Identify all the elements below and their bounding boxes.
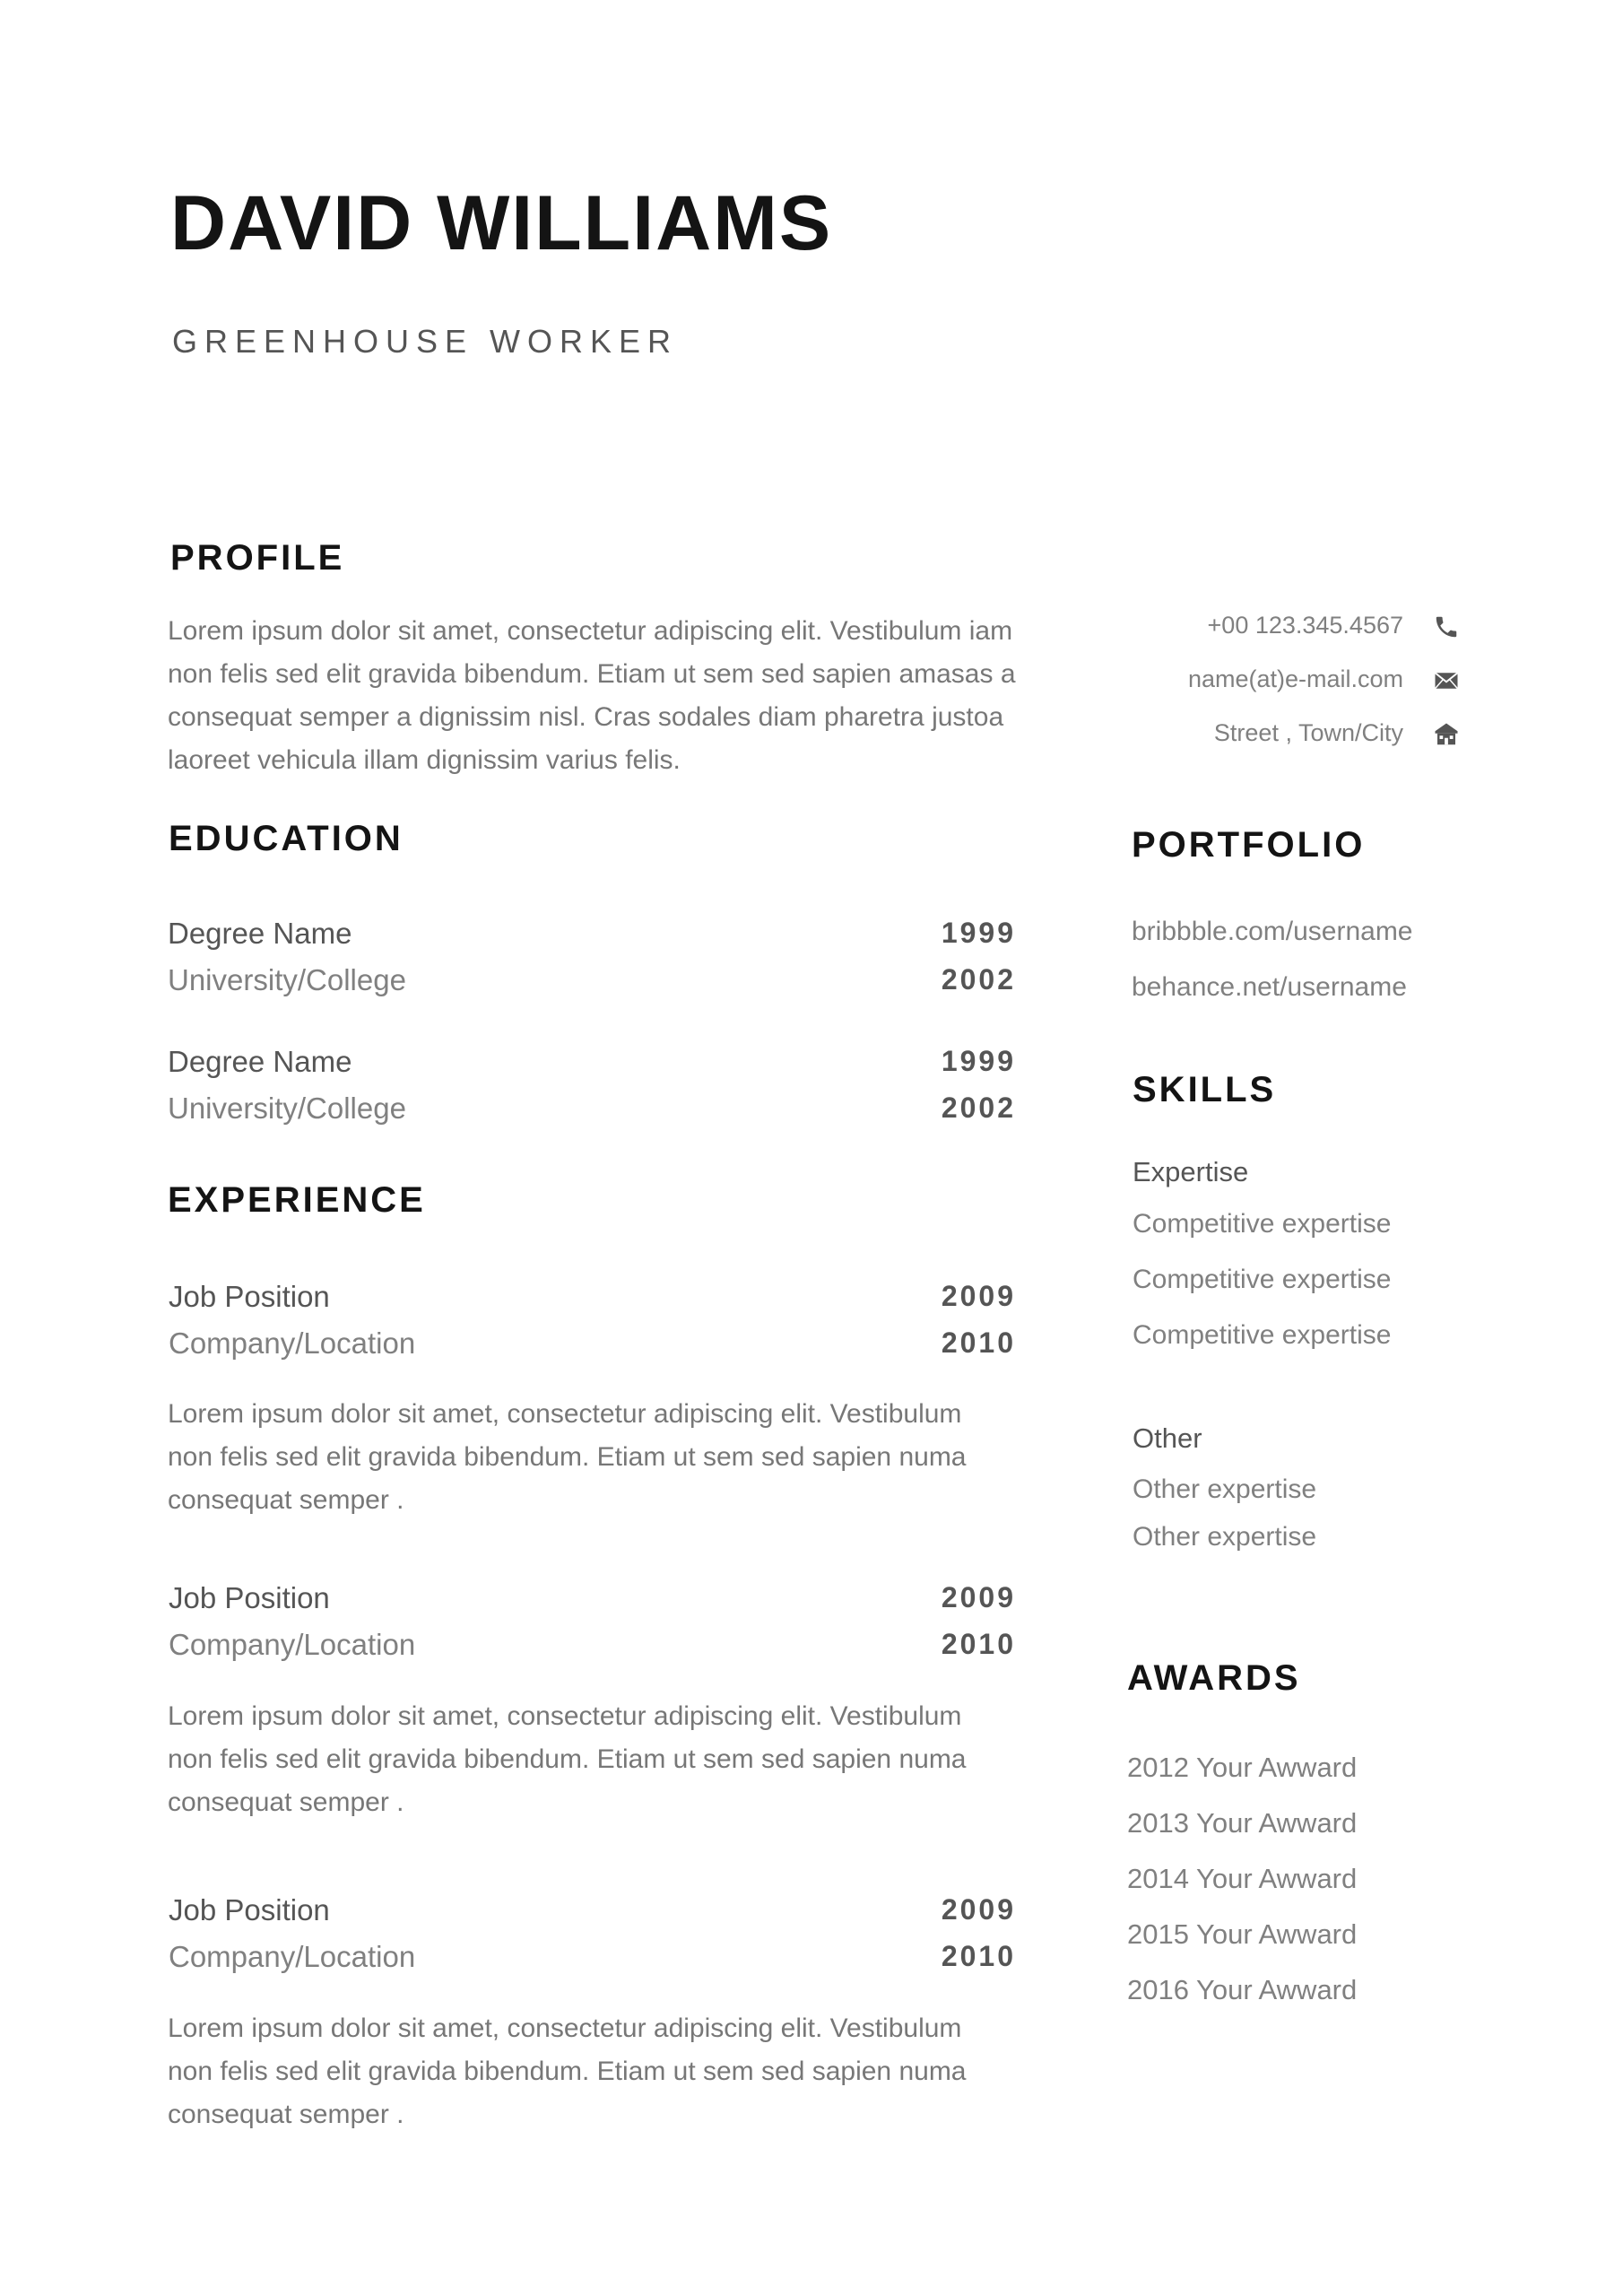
job-end-year: 2010: [941, 1326, 1016, 1359]
job-title: GREENHOUSE WORKER: [172, 323, 679, 360]
skills-heading: SKILLS: [1133, 1070, 1277, 1109]
description-line: Lorem ipsum dolor sit amet, consectetur adipiscing elit. Vestibulum: [168, 2013, 962, 2043]
profile-line: non felis sed elit gravida bibendum. Etiam ut sem sed sapien amasas a: [168, 659, 1016, 689]
awards-heading: AWARDS: [1127, 1658, 1301, 1698]
mail-icon: [1433, 667, 1460, 694]
education-start-year: 1999: [941, 917, 1016, 949]
job-description: [168, 1695, 1100, 1824]
description-line: non felis sed elit gravida bibendum. Etiam ut sem sed sapien numa: [168, 1744, 967, 1774]
school-name: University/College: [168, 963, 406, 996]
job-position: Job Position: [169, 1280, 330, 1313]
company-location: Company/Location: [169, 1940, 416, 1973]
phone-icon: [1433, 613, 1460, 640]
other-label: Other: [1133, 1422, 1202, 1454]
description-line: consequat semper .: [168, 1485, 404, 1515]
school-name: University/College: [168, 1091, 406, 1125]
job-start-year: 2009: [941, 1581, 1016, 1613]
profile-text: [168, 610, 1100, 782]
job-start-year: 2009: [941, 1893, 1016, 1926]
experience-heading: EXPERIENCE: [168, 1180, 426, 1220]
profile-heading: PROFILE: [170, 538, 345, 578]
other-skill-item: Other expertise: [1133, 1474, 1317, 1504]
company-location: Company/Location: [169, 1628, 416, 1661]
profile-line: laoreet vehicula illam dignissim varius felis.: [168, 745, 681, 775]
award-item: 2012 Your Awward: [1127, 1752, 1358, 1783]
skill-item: Competitive expertise: [1133, 1265, 1392, 1294]
skill-item: Competitive expertise: [1133, 1320, 1392, 1350]
contact-email: name(at)e-mail.com: [1187, 665, 1403, 692]
description-line: non felis sed elit gravida bibendum. Etiam ut sem sed sapien numa: [168, 2057, 967, 2086]
profile-line: Lorem ipsum dolor sit amet, consectetur adipiscing elit. Vestibulum iam: [168, 616, 1013, 646]
award-item: 2015 Your Awward: [1127, 1918, 1358, 1950]
home-icon: [1433, 721, 1460, 748]
job-description: [168, 1393, 1100, 1522]
portfolio-link-dribbble[interactable]: bribbble.com/username: [1132, 917, 1413, 946]
education-start-year: 1999: [941, 1045, 1016, 1077]
job-description: [168, 2007, 1100, 2136]
description-line: non felis sed elit gravida bibendum. Etiam ut sem sed sapien numa: [168, 1442, 967, 1472]
portfolio-heading: PORTFOLIO: [1132, 825, 1366, 865]
job-position: Job Position: [169, 1893, 330, 1926]
degree-name: Degree Name: [168, 917, 352, 950]
contact-phone: +00 123.345.4567: [1207, 612, 1403, 639]
job-end-year: 2010: [941, 1940, 1016, 1972]
award-item: 2014 Your Awward: [1127, 1863, 1358, 1894]
description-line: consequat semper .: [168, 2100, 404, 2129]
company-location: Company/Location: [169, 1326, 416, 1360]
education-end-year: 2002: [941, 963, 1016, 996]
description-line: Lorem ipsum dolor sit amet, consectetur adipiscing elit. Vestibulum: [168, 1701, 962, 1731]
contact-address: Street , Town/City: [1213, 719, 1403, 746]
portfolio-link-behance[interactable]: behance.net/username: [1132, 972, 1407, 1002]
job-position: Job Position: [169, 1581, 330, 1614]
other-skill-item: Other expertise: [1133, 1522, 1317, 1552]
expertise-label: Expertise: [1133, 1156, 1249, 1187]
skill-item: Competitive expertise: [1133, 1209, 1392, 1239]
award-item: 2016 Your Awward: [1127, 1974, 1358, 2005]
description-line: Lorem ipsum dolor sit amet, consectetur adipiscing elit. Vestibulum: [168, 1399, 962, 1429]
profile-line: consequat semper a dignissim nisl. Cras sodales diam pharetra justoa: [168, 702, 1004, 732]
candidate-name: DAVID WILLIAMS: [170, 180, 833, 266]
job-end-year: 2010: [941, 1628, 1016, 1660]
award-item: 2013 Your Awward: [1127, 1807, 1358, 1839]
description-line: consequat semper .: [168, 1787, 404, 1817]
education-end-year: 2002: [941, 1091, 1016, 1124]
education-heading: EDUCATION: [169, 819, 404, 858]
degree-name: Degree Name: [168, 1045, 352, 1078]
job-start-year: 2009: [941, 1280, 1016, 1312]
